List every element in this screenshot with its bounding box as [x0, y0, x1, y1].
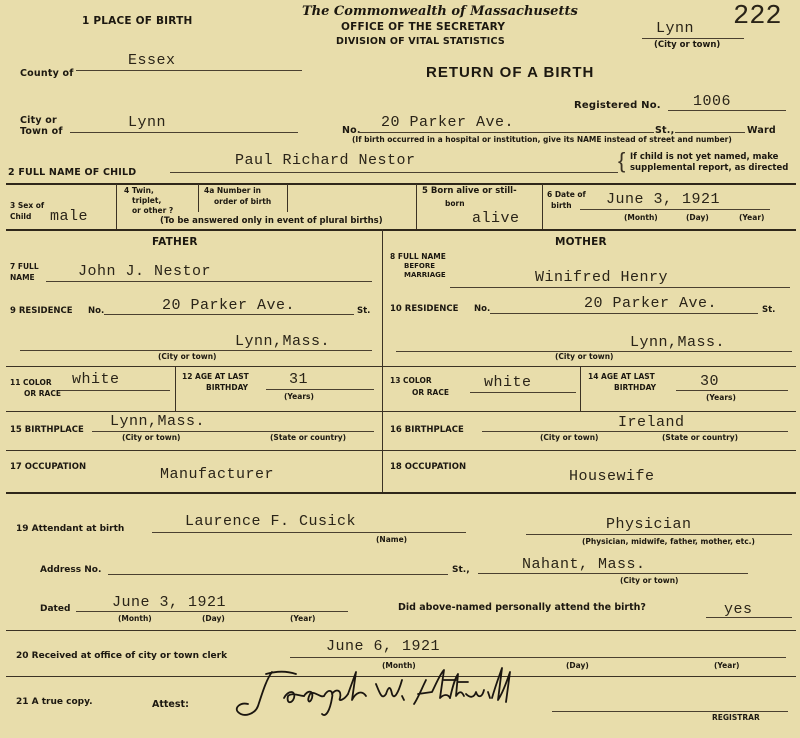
born-label-2: born — [445, 199, 465, 208]
dated-label: Dated — [40, 604, 71, 614]
sex-label-2: Child — [10, 212, 32, 221]
mother-color-label-1: 13 COLOR — [390, 376, 432, 385]
father-color-label-1: 11 COLOR — [10, 378, 52, 387]
birth-date-value: June 3, 1921 — [606, 191, 721, 208]
mother-residence-label: 10 RESIDENCE — [390, 304, 459, 314]
mother-birthplace-label: 16 BIRTHPLACE — [390, 425, 464, 435]
mother-city-value: Lynn,Mass. — [630, 334, 726, 351]
mother-years-caption: (Years) — [706, 393, 736, 402]
attend-value: yes — [724, 601, 753, 618]
mother-st-label: St. — [762, 305, 776, 315]
date-label-2: birth — [551, 201, 572, 210]
attend-question: Did above-named personally attend the birth? — [398, 602, 646, 613]
father-occupation-value: Manufacturer — [160, 466, 275, 483]
date-label-1: 6 Date of — [547, 190, 586, 199]
county-value: Essex — [128, 52, 176, 69]
dated-year-caption: (Year) — [290, 614, 316, 623]
office-title: OFFICE OF THE SECRETARY — [341, 21, 506, 33]
record-number: 222 — [733, 2, 782, 32]
received-month-caption: (Month) — [382, 661, 416, 670]
form-title: RETURN OF A BIRTH — [426, 64, 595, 81]
father-heading: FATHER — [152, 236, 198, 248]
hospital-note: (If birth occurred in a hospital or institution, give its NAME instead of street and number) — [352, 135, 732, 144]
header-city-value: Lynn — [656, 20, 695, 37]
sex-value: male — [50, 208, 89, 225]
city-label-1: City or — [20, 115, 57, 126]
attendant-name-caption: (Name) — [376, 535, 408, 544]
county-label: County of — [20, 68, 74, 79]
father-years-caption: (Years) — [284, 392, 314, 401]
mother-occupation-value: Housewife — [569, 468, 655, 485]
child-name-value: Paul Richard Nestor — [235, 152, 416, 169]
born-label-1: 5 Born alive or still- — [422, 186, 517, 196]
registered-label: Registered No. — [574, 100, 661, 111]
place-ward-label: Ward — [747, 125, 776, 136]
mother-heading: MOTHER — [555, 236, 607, 248]
twin-label-1: 4 Twin, — [124, 186, 154, 195]
father-occupation-label: 17 OCCUPATION — [10, 462, 87, 472]
father-name-value: John J. Nestor — [78, 263, 212, 280]
mother-age-label-1: 14 AGE AT LAST — [588, 372, 655, 381]
mother-name-label-2: BEFORE — [404, 262, 436, 270]
mother-occupation-label: 18 OCCUPATION — [390, 462, 467, 472]
attendant-city-value: Nahant, Mass. — [522, 556, 646, 573]
section-place-of-birth: 1 PLACE OF BIRTH — [82, 15, 193, 27]
mother-street-value: 20 Parker Ave. — [584, 295, 718, 312]
father-residence-label: 9 RESIDENCE — [10, 306, 73, 316]
plural-note: (To be answered only in event of plural births) — [160, 216, 383, 226]
father-bp-city-caption: (City or town) — [122, 433, 181, 442]
place-st-label: St., — [655, 125, 675, 136]
dated-day-caption: (Day) — [202, 614, 225, 623]
birth-month-caption: (Month) — [624, 213, 658, 222]
mother-color-label-2: OR RACE — [412, 388, 449, 397]
sex-label-1: 3 Sex of — [10, 201, 45, 210]
dated-value: June 3, 1921 — [112, 594, 227, 611]
attendant-name-value: Laurence F. Cusick — [185, 513, 357, 530]
father-birthplace-label: 15 BIRTHPLACE — [10, 425, 84, 435]
mother-name-label-1: 8 FULL NAME — [390, 252, 446, 261]
address-st-label: St., — [452, 565, 470, 575]
father-city-value: Lynn,Mass. — [235, 333, 331, 350]
received-date-value: June 6, 1921 — [326, 638, 441, 655]
father-name-label-2: NAME — [10, 273, 35, 282]
twin-label-3: or other ? — [132, 206, 174, 215]
father-no-label: No. — [88, 306, 105, 316]
father-age-label-2: BIRTHDAY — [206, 383, 249, 392]
registrar-signature — [226, 654, 556, 720]
father-name-label-1: 7 FULL — [10, 262, 39, 271]
father-st-label: St. — [357, 306, 371, 316]
commonwealth-title: The Commonwealth of Massachusetts — [302, 4, 578, 19]
born-value: alive — [472, 210, 520, 227]
mother-no-label: No. — [474, 304, 491, 314]
order-label-1: 4a Number in — [204, 186, 261, 195]
attest-label: Attest: — [152, 699, 189, 710]
twin-label-2: triplet, — [132, 196, 162, 205]
mother-age-label-2: BIRTHDAY — [614, 383, 657, 392]
city-label-2: Town of — [20, 126, 63, 137]
father-age-label-1: 12 AGE AT LAST — [182, 372, 249, 381]
attendant-title-value: Physician — [606, 516, 692, 533]
address-label: Address No. — [40, 565, 102, 575]
dated-month-caption: (Month) — [118, 614, 152, 623]
mother-bp-city-caption: (City or town) — [540, 433, 599, 442]
registrar-label: REGISTRAR — [712, 713, 760, 722]
received-label: 20 Received at office of city or town clerk — [16, 651, 228, 661]
attendant-city-caption: (City or town) — [620, 576, 679, 585]
mother-bp-state-caption: (State or country) — [662, 433, 739, 442]
father-age-value: 31 — [289, 371, 309, 388]
mother-birthplace-value: Ireland — [618, 414, 685, 431]
place-city-value: Lynn — [128, 114, 167, 131]
division-title: DIVISION OF VITAL STATISTICS — [336, 36, 505, 47]
father-bp-state-caption: (State or country) — [270, 433, 347, 442]
father-city-caption: (City or town) — [158, 352, 217, 361]
father-color-value: white — [72, 371, 120, 388]
name-note-1: If child is not yet named, make — [630, 152, 779, 162]
order-label-2: order of birth — [214, 197, 272, 206]
place-street-value: 20 Parker Ave. — [381, 114, 515, 131]
birth-year-caption: (Year) — [739, 213, 765, 222]
attendant-label: 19 Attendant at birth — [16, 524, 125, 534]
mother-color-value: white — [484, 374, 532, 391]
birth-certificate: 1 PLACE OF BIRTH The Commonwealth of Massachusetts OFFICE OF THE SECRETARY DIVISION OF VITAL STATISTICS Lynn (City or town) 222 County of Essex RETURN OF A BIRTH Registered No. 1006 City or Town of Lynn No. 20 Parker Ave. St., Ward (If birth occurred in a hospital or institution, give its NAME instead of street and number) 2 FULL NAME OF CHILD Paul Richard Nestor { If child is not yet named, make supplemental report, as directed 3 Sex of Child male 4 Twin, triplet, or other ? 4a Number in order of birth (To be answered only in event of plural births) 5 Born alive or still- born alive 6 Date of birth June 3, 1921 (Month) (Day) (Year) FATHER MOTHER 7 FULL NAME John J. Nestor 9 RESIDENCE No. 20 Parker Ave. St. Lynn,Mass. (City or town) 11 COLOR OR RACE white 12 AGE AT LAST BIRTHDAY 31 (Years) 15 BIRTHPLACE Lynn,Mass. (City or town) (State or country) 17 OCCUPATION Manufacturer 8 FULL NAME BEFORE MARRIAGE Winifred Henry 10 RESIDENCE No. 20 Parker Ave. St. Lynn,Mass. (City or town) 13 COLOR OR RACE white 14 AGE AT LAST BIRTHDAY 30 (Years) 16 BIRTHPLACE Ireland (City or town) (State or country) 18 OCCUPATION Housewife 19 Attendant at birth Laurence F. Cusick (Name) Physician (Physician, midwife, father, mother, etc.) Address No. St., Nahant, Mass. (City or town) Dated June 3, 1921 (Month) (Day) (Year) Did above-named personally attend the birth? yes 20 Received at office of city or town clerk June 6, 1921 (Month) (Day) (Year) 21 A true copy. Attest: REGISTRAR — [0, 0, 800, 738]
true-copy-label: 21 A true copy. — [16, 697, 93, 707]
registered-value: 1006 — [693, 93, 732, 110]
birth-day-caption: (Day) — [686, 213, 709, 222]
father-color-label-2: OR RACE — [24, 389, 61, 398]
mother-age-value: 30 — [700, 373, 720, 390]
received-year-caption: (Year) — [714, 661, 740, 670]
mother-name-value: Winifred Henry — [535, 269, 669, 286]
place-no-label: No. — [342, 125, 361, 136]
received-day-caption: (Day) — [566, 661, 589, 670]
header-city-caption: (City or town) — [654, 40, 721, 50]
name-note-2: supplemental report, as directed — [630, 163, 789, 173]
mother-city-caption: (City or town) — [555, 352, 614, 361]
father-birthplace-value: Lynn,Mass. — [110, 413, 206, 430]
mother-name-label-3: MARRIAGE — [404, 271, 446, 279]
father-street-value: 20 Parker Ave. — [162, 297, 296, 314]
attendant-title-caption: (Physician, midwife, father, mother, etc.) — [582, 537, 755, 546]
child-name-label: 2 FULL NAME OF CHILD — [8, 167, 137, 178]
